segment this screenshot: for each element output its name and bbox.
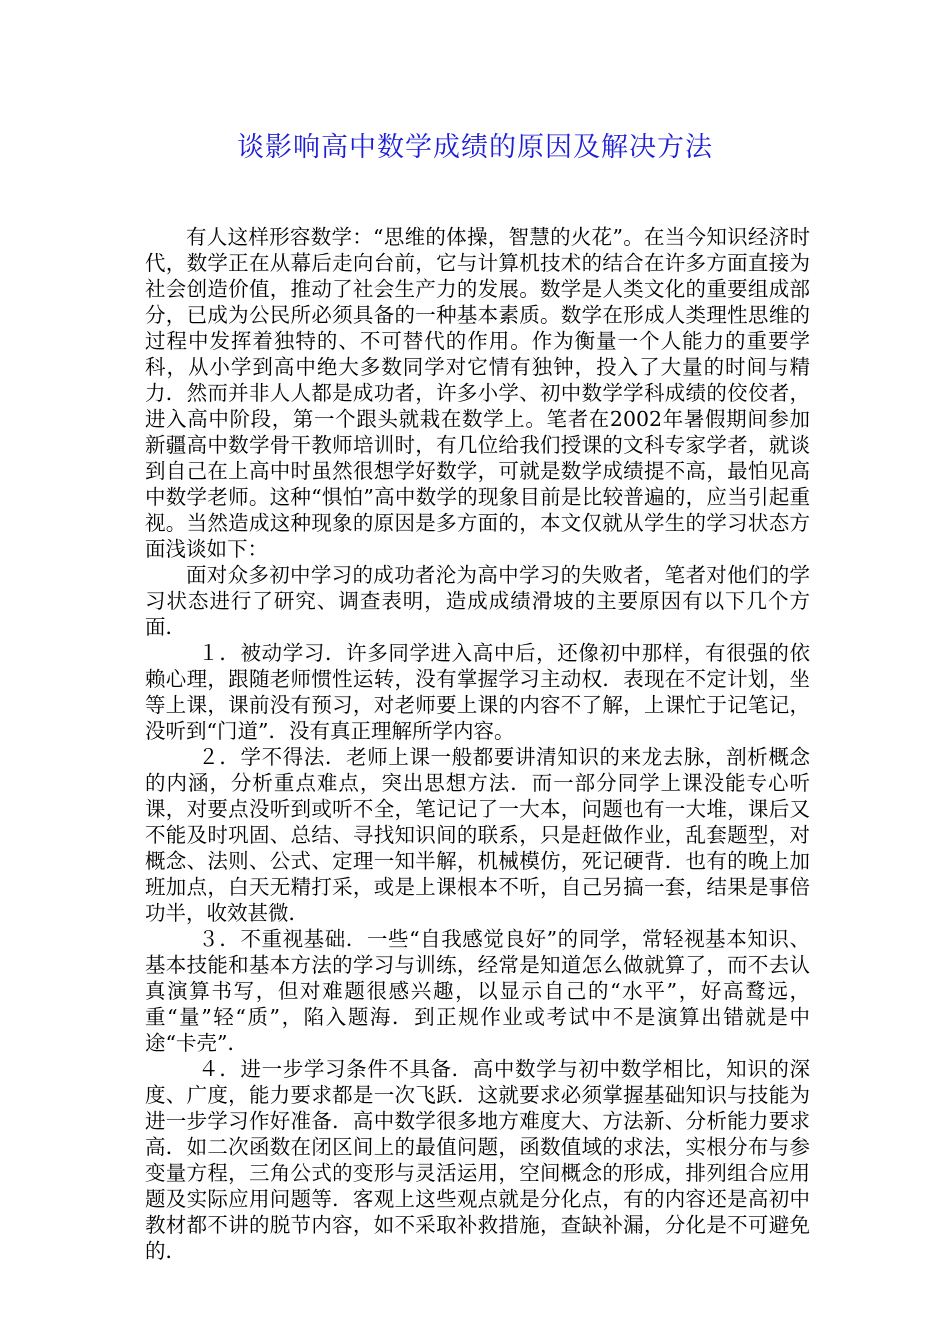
paragraph-cause-3: ３．不重视基础．一些“自我感觉良好”的同学，常轻视基本知识、基本技能和基本方法的学习与训练，经常是知道怎么做就算了，而不去认真演算书写，但对难题很感兴趣，以显示自己的“水平”，好高鹜远，重“量”轻“质”，陷入题海．到正规作业或考试中不是演算出错就是中途“卡壳”． — [145, 927, 810, 1055]
paragraph-cause-1: １．被动学习．许多同学进入高中后，还像初中那样，有很强的依赖心理，跟随老师惯性运转，没有掌握学习主动权．表现在不定计划，坐等上课，课前没有预习，对老师要上课的内容不了解，上课忙于记笔记，没听到“门道”．没有真正理解所学内容。 — [145, 641, 810, 743]
paragraph-intro: 有人这样形容数学：“思维的体操，智慧的火花”。在当今知识经济时代，数学正在从幕后走向台前，它与计算机技术的结合在许多方面直接为社会创造价值，推动了社会生产力的发展。数学是人类文化的重要组成部分，已成为公民所必须具备的一种基本素质。数学在形成人类理性思维的过程中发挥着独特的、不可替代的作用。作为衡量一个人能力的重要学科，从小学到高中绝大多数同学对它情有独钟，投入了大量的时间与精力．然而并非人人都是成功者，许多小学、初中数学学科成绩的佼佼者，进入高中阶段，第一个跟头就栽在数学上。笔者在2002年暑假期间参加新疆高中数学骨干教师培训时，有几位给我们授课的文科专家学者，就谈到自己在上高中时虽然很想学好数学，可就是数学成绩提不高，最怕见高中数学老师。这种“惧怕”高中数学的现象目前是比较普遍的，应当引起重视。当然造成这种现象的原因是多方面的，本文仅就从学生的学习状态方面浅谈如下： — [145, 225, 810, 561]
document-body — [145, 224, 810, 1264]
paragraph-cause-2: ２．学不得法．老师上课一般都要讲清知识的来龙去脉，剖析概念的内涵，分析重点难点，突出思想方法．而一部分同学上课没能专心听课，对要点没听到或听不全，笔记记了一大本，问题也有一大堆，课后又不能及时巩固、总结、寻找知识间的联系，只是赶做作业，乱套题型，对概念、法则、公式、定理一知半解，机械模仿，死记硬背．也有的晚上加班加点，白天无精打采，或是上课根本不听，自己另搞一套，结果是事倍功半，收效甚微． — [145, 745, 810, 925]
paragraph-cause-4: ４．进一步学习条件不具备．高中数学与初中数学相比，知识的深度、广度，能力要求都是一次飞跃．这就要求必须掌握基础知识与技能为进一步学习作好准备．高中数学很多地方难度大、方法新、分析能力要求高．如二次函数在闭区间上的最值问题，函数值域的求法，实根分布与参变量方程，三角公式的变形与灵活运用，空间概念的形成，排列组合应用题及实际应用问题等．客观上这些观点就是分化点，有的内容还是高初中教材都不讲的脱节内容，如不采取补救措施，查缺补漏，分化是不可避免的． — [145, 1057, 810, 1263]
document-title: 谈影响高中数学成绩的原因及解决方法 — [237, 132, 713, 163]
paragraph-causes-overview: 面对众多初中学习的成功者沦为高中学习的失败者，笔者对他们的学习状态进行了研究、调查表明，造成成绩滑坡的主要原因有以下几个方面． — [145, 563, 810, 639]
